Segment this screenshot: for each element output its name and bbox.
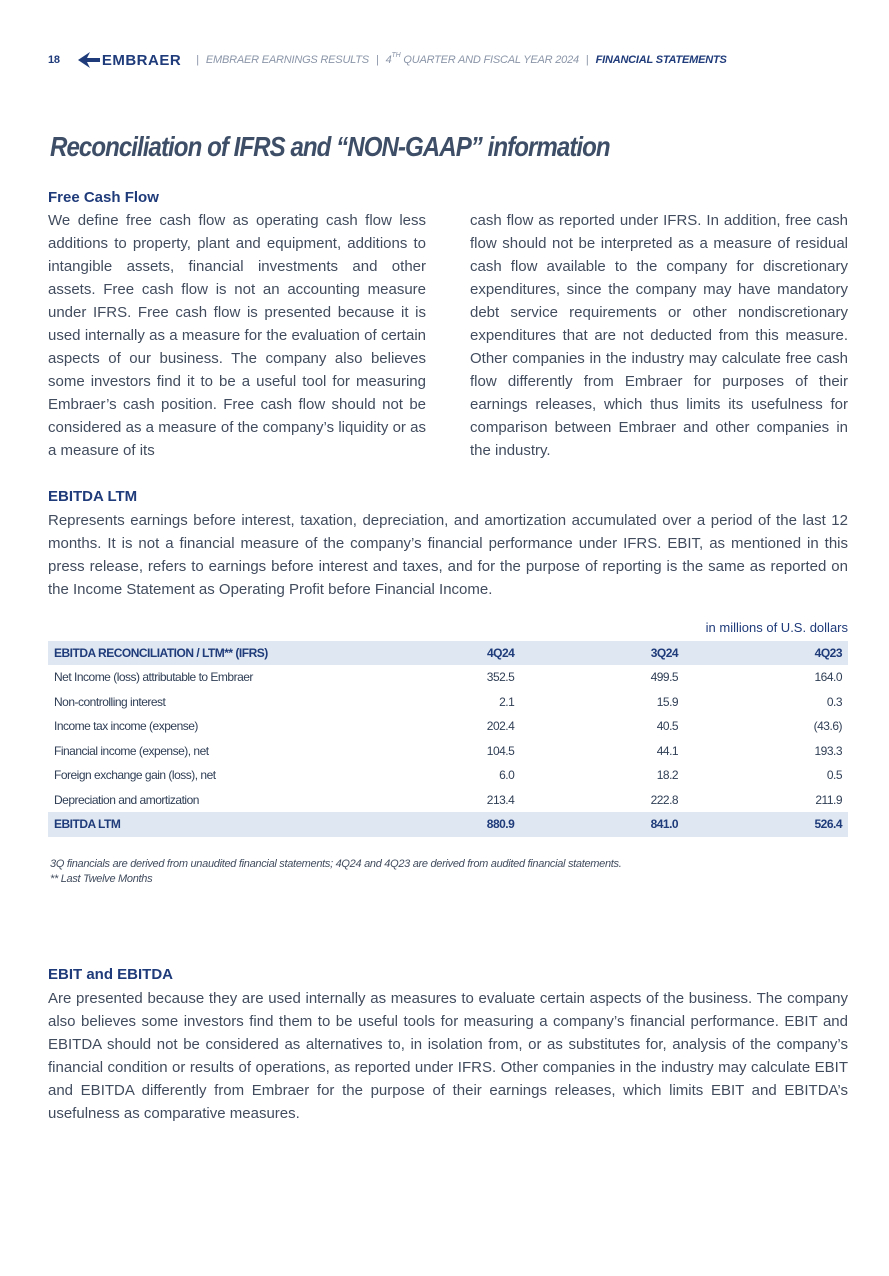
table-total-cell: 526.4	[684, 812, 848, 837]
page-number: 18	[48, 54, 60, 66]
table-cell: Non-controlling interest	[54, 694, 166, 709]
table-cell: 40.5	[656, 719, 679, 734]
table-cell: 202.4	[486, 719, 515, 734]
table-cell: 6.0	[499, 768, 515, 783]
free-cash-flow-heading: Free Cash Flow	[48, 189, 159, 206]
table-cell: Financial income (expense), net	[54, 743, 209, 758]
header-period-suffix: TH	[391, 52, 401, 59]
table-header-cell: 4Q23	[684, 641, 848, 665]
ebitda-ltm-body: Represents earnings before interest, taxation, depreciation, and amortization accumulated over a period of the last 12 months. It is not a financial measure of the company’s financial performance under IFRS. EBIT, as mentioned in this press release, refers to earnings before interest and taxes, and for the purpose of reporting is the same as reported on the Income Statement as Operating Profit before Financial Income.	[48, 512, 848, 598]
table-total-cell: 841.0	[520, 812, 684, 837]
ebit-ebitda-body: Are presented because they are used internally as measures to evaluate certain aspects of the business. The company also believes some investors find them to be useful tools for measuring a company’s financial performance. EBIT and EBITDA should not be considered as alternatives to, in isolation from, or as substitutes for, analysis of the company’s financial condition or results of operations, as reported under IFRS. Other companies in the industry may calculate EBIT and EBITDA differently from Embraer for the purpose of their earnings releases, which limits EBIT and EBITDA’s usefulness as comparative measures.	[48, 990, 848, 1122]
table-unit-note: in millions of U.S. dollars	[705, 620, 848, 635]
free-cash-flow-column-2: cash flow as reported under IFRS. In addition, free cash flow should not be interpreted as a measure of residual cash flow available to the company for discretionary expenditures, since the company may have mandatory debt service requirements or other nondiscretionary expenditures that are not deducted from this measure. Other companies in the industry may calculate free cash flow differently from Embraer for purposes of their earnings releases, which thus limits its usefulness for comparison between Embraer and other companies in the industry.	[470, 212, 848, 459]
table-header-cell: 3Q24	[520, 641, 684, 665]
table-row	[48, 763, 848, 788]
table-cell: 104.5	[486, 743, 515, 758]
table-cell: 15.9	[656, 694, 679, 709]
table-cell: Depreciation and amortization	[54, 792, 199, 807]
logo-wordmark: EMBRAER	[101, 51, 182, 69]
header-section-title: FINANCIAL STATEMENTS	[595, 54, 727, 66]
table-total-cell: EBITDA LTM	[48, 812, 409, 837]
page-header	[48, 50, 727, 70]
free-cash-flow-column-1: We define free cash flow as operating cash flow less additions to property, plant and equipment, additions to intangible assets, financial investments and other assets. Free cash flow is not an accounting measure under IFRS. Free cash flow is presented because it is used internally as a measure for the evaluation of certain aspects of our business. The company also believes some investors find it to be a useful tool for measuring Embraer’s cash position. Free cash flow should not be considered as a measure of the company’s liquidity or as a measure of its	[48, 212, 426, 459]
ebitda-ltm-heading: EBITDA LTM	[48, 488, 138, 505]
table-cell: 18.2	[656, 768, 679, 783]
table-cell: Net Income (loss) attributable to Embraer	[54, 670, 253, 685]
header-report-name: EMBRAER EARNINGS RESULTS	[205, 54, 369, 66]
table-footnote: 3Q financials are derived from unaudited financial statements; 4Q24 and 4Q23 are derived from audited financial statements.	[50, 858, 622, 870]
table-cell: 499.5	[650, 670, 679, 685]
table-cell: 0.5	[826, 768, 842, 783]
header-separator: |	[196, 54, 199, 66]
table-cell: 222.8	[650, 792, 679, 807]
ebitda-reconciliation-table	[48, 641, 848, 837]
table-row	[48, 788, 848, 813]
table-cell: 2.1	[499, 694, 515, 709]
table-header-cell: 4Q24	[409, 641, 520, 665]
embraer-arrow-icon	[78, 52, 100, 68]
page-title: Reconciliation of IFRS and “NON-GAAP” information	[50, 131, 610, 162]
table-cell: 164.0	[814, 670, 842, 685]
table-row	[48, 739, 848, 764]
table-cell: 44.1	[656, 743, 679, 758]
header-separator: |	[375, 54, 379, 66]
ebit-ebitda-heading: EBIT and EBITDA	[48, 966, 174, 983]
table-cell: 352.5	[486, 670, 515, 685]
table-total-row	[48, 812, 848, 837]
header-period-number: 4	[385, 54, 392, 66]
table-cell: 213.4	[486, 792, 515, 807]
table-cell: 193.3	[814, 743, 842, 758]
table-row	[48, 690, 848, 715]
header-period	[386, 54, 579, 66]
table-total-cell: 880.9	[409, 812, 520, 837]
table-cell: (43.6)	[813, 719, 842, 734]
embraer-logo	[78, 52, 181, 69]
header-period-text: QUARTER AND FISCAL YEAR 2024	[400, 54, 579, 66]
header-separator: |	[585, 54, 589, 66]
table-cell: 211.9	[815, 792, 842, 807]
table-header-row	[48, 641, 848, 665]
table-row	[48, 665, 848, 690]
table-cell: Foreign exchange gain (loss), net	[54, 768, 216, 783]
ltm-footnote: ** Last Twelve Months	[50, 873, 153, 885]
table-cell: Income tax income (expense)	[54, 719, 198, 734]
table-cell: 0.3	[826, 694, 842, 709]
table-header-cell: EBITDA RECONCILIATION / LTM** (IFRS)	[48, 641, 409, 665]
table-row	[48, 714, 848, 739]
